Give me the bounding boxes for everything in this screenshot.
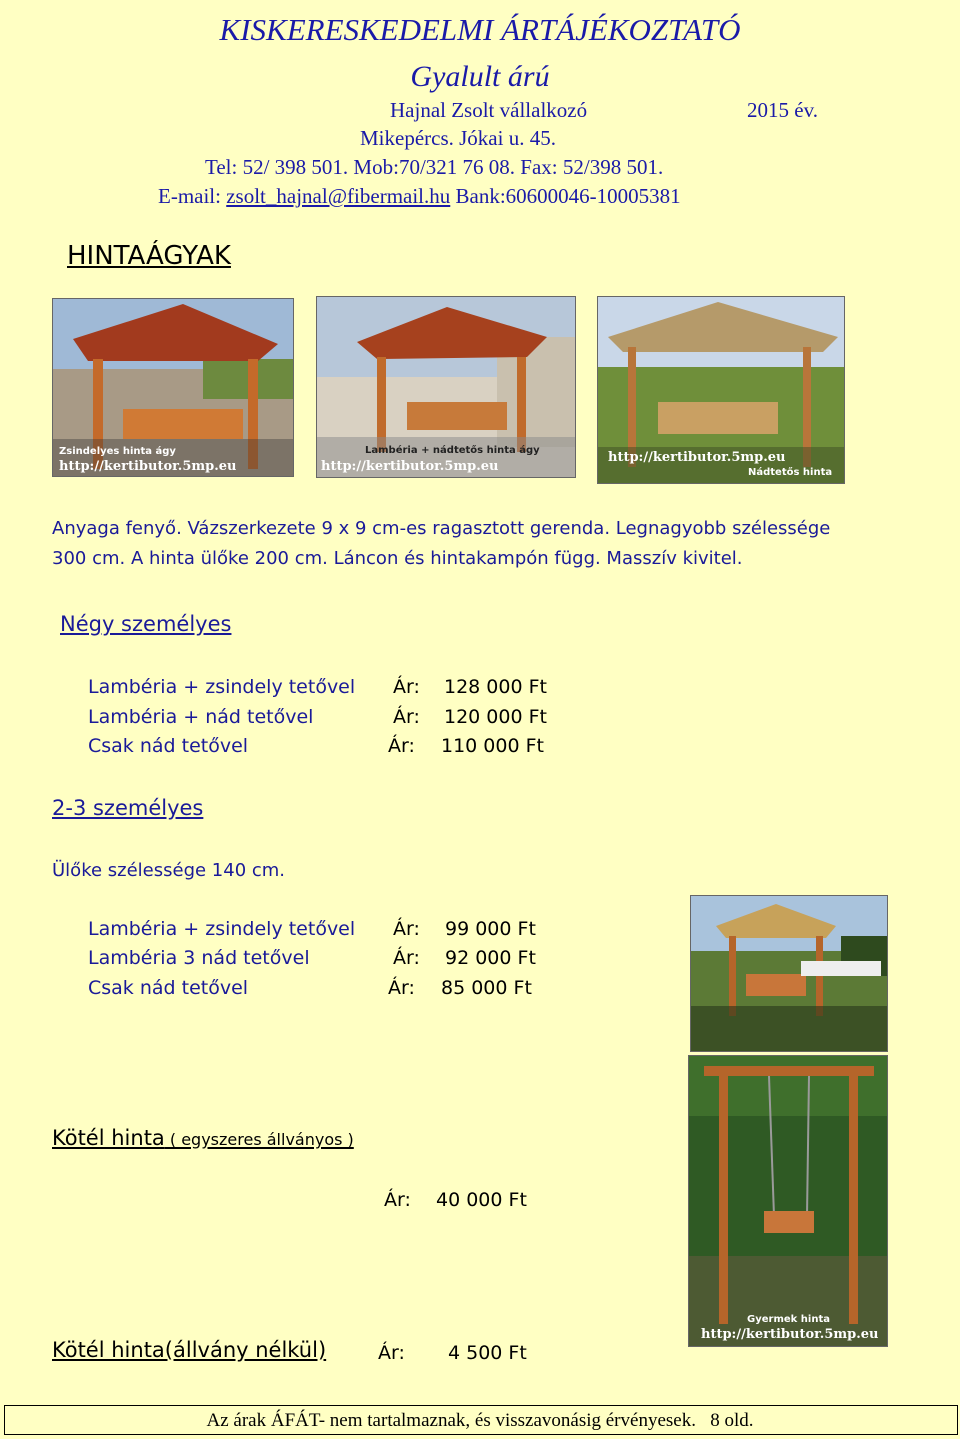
footer bbox=[0, 1410, 960, 1432]
product-name: Lambéria + zsindely tetővel bbox=[88, 676, 356, 698]
photo-url: http://kertibutor.5mp.eu bbox=[59, 459, 237, 474]
seat-width: Ülőke szélessége 140 cm. bbox=[52, 860, 286, 881]
price-label: Ár: bbox=[393, 706, 420, 728]
address: Mikepércs. Jókai u. 45. bbox=[360, 126, 556, 150]
price-value: 99 000 Ft bbox=[445, 918, 536, 940]
price-value: 110 000 Ft bbox=[441, 735, 544, 757]
description-line-1: Anyaga fenyő. Vázszerkezete 9 x 9 cm-es ragasztott gerenda. Legnagyobb szélessége bbox=[52, 518, 831, 539]
photo-caption: Lambéria + nádtetős hinta ágy bbox=[365, 445, 540, 456]
document-title: KISKERESKEDELMI ÁRTÁJÉKOZTATÓ bbox=[219, 12, 741, 47]
email-line bbox=[158, 184, 681, 209]
price-row bbox=[88, 977, 248, 999]
email-label: E-mail: bbox=[158, 184, 227, 208]
photo-url: http://kertibutor.5mp.eu bbox=[608, 450, 786, 465]
email-link[interactable]: zsolt_hajnal@fibermail.hu bbox=[226, 184, 451, 208]
price-value: 85 000 Ft bbox=[441, 977, 532, 999]
four-person-heading: Négy személyes bbox=[60, 612, 232, 636]
product-name: Lambéria + zsindely tetővel bbox=[88, 918, 356, 940]
photo-reed-swing bbox=[597, 296, 845, 484]
photo-url: http://kertibutor.5mp.eu bbox=[321, 459, 499, 474]
photo-caption: Zsindelyes hinta ágy bbox=[59, 446, 176, 457]
price-value: 40 000 Ft bbox=[436, 1189, 527, 1211]
price-value: 4 500 Ft bbox=[448, 1342, 527, 1364]
section-title: HINTAÁGYAK bbox=[67, 241, 231, 271]
price-label: Ár: bbox=[388, 977, 415, 999]
product-name: Lambéria 3 nád tetővel bbox=[88, 947, 310, 969]
price-row bbox=[88, 676, 355, 698]
price-label: Ár: bbox=[384, 1189, 411, 1211]
photo-url: http://kertibutor.5mp.eu bbox=[701, 1327, 879, 1342]
price-value: 120 000 Ft bbox=[444, 706, 547, 728]
two-three-person-heading: 2-3 személyes bbox=[52, 796, 204, 820]
rope-swing-no-stand-heading: Kötél hinta(állvány nélkül) bbox=[52, 1338, 327, 1362]
document-subtitle: Gyalult árú bbox=[410, 60, 550, 93]
price-label: Ár: bbox=[393, 947, 420, 969]
rope-swing-title: Kötél hinta bbox=[52, 1126, 165, 1150]
description-line-2: 300 cm. A hinta ülőke 200 cm. Láncon és hintakampón függ. Masszív kivitel. bbox=[52, 548, 743, 569]
phone-numbers: Tel: 52/ 398 501. Mob:70/321 76 08. Fax: 52/398 501. bbox=[205, 155, 664, 179]
footer-note: Az árak ÁFÁT- nem tartalmaznak, és visszavonásig érvényesek. bbox=[206, 1410, 696, 1431]
product-name: Csak nád tetővel bbox=[88, 735, 249, 757]
price-row bbox=[88, 706, 313, 728]
price-label: Ár: bbox=[378, 1342, 405, 1364]
price-value: 128 000 Ft bbox=[444, 676, 547, 698]
price-row bbox=[88, 735, 248, 757]
price-value: 92 000 Ft bbox=[445, 947, 536, 969]
photo-caption: Nádtetős hinta bbox=[748, 467, 833, 478]
company-name: Hajnal Zsolt vállalkozó bbox=[390, 98, 588, 122]
product-name: Csak nád tetővel bbox=[88, 977, 249, 999]
photo-child-swing bbox=[688, 1055, 888, 1347]
rope-swing-heading bbox=[52, 1126, 354, 1150]
price-row bbox=[88, 947, 310, 969]
photo-reed-roof-swing bbox=[316, 296, 576, 478]
product-name: Lambéria + nád tetővel bbox=[88, 706, 314, 728]
photo-small-swing bbox=[690, 895, 888, 1052]
bank-account: Bank:60600046-10005381 bbox=[450, 184, 681, 208]
price-label: Ár: bbox=[388, 735, 415, 757]
photo-caption: Gyermek hinta bbox=[747, 1314, 830, 1325]
year: 2015 év. bbox=[747, 98, 818, 122]
photo-shingle-swing bbox=[52, 298, 294, 477]
price-label: Ár: bbox=[393, 676, 420, 698]
rope-swing-subtitle: ( egyszeres állványos ) bbox=[164, 1130, 354, 1149]
price-label: Ár: bbox=[393, 918, 420, 940]
price-row bbox=[88, 918, 355, 940]
page-number: 8 old. bbox=[710, 1410, 754, 1431]
